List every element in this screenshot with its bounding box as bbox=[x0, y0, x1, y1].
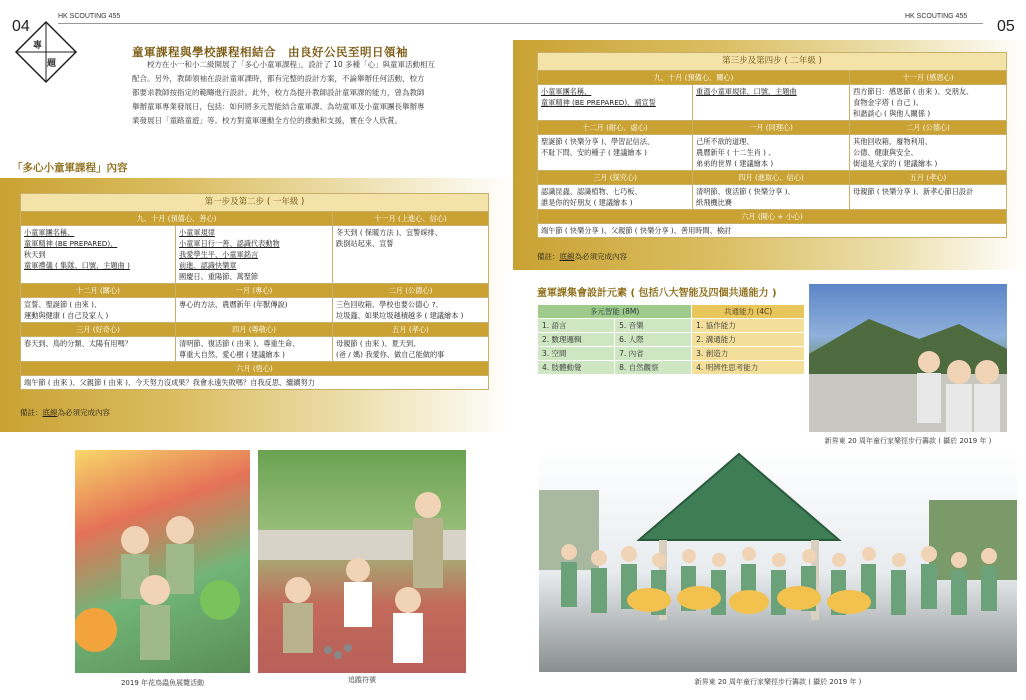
intel-cell: 8. 自然觀察 bbox=[615, 361, 692, 375]
header-rule bbox=[58, 23, 513, 24]
group-photo bbox=[539, 450, 1017, 672]
month-header: 四月 (尊敬心) bbox=[176, 323, 333, 337]
month-header: 九、十月 (預備心、關心) bbox=[538, 71, 850, 85]
table-cell: 母親節 ( 快樂分享 )、新孝心節日設計 bbox=[850, 185, 1007, 210]
month-header: 二月 (公德心) bbox=[333, 284, 489, 298]
remark-underline: 底線 bbox=[559, 252, 575, 261]
table-cell bbox=[538, 85, 693, 121]
table-caption: 第一步及第二步 ( 一年級 ) bbox=[21, 194, 489, 212]
grade2-table bbox=[537, 52, 1007, 238]
table-cell: 宣誓、聖誕節 ( 由來 )、 運動與健康 ( 自己及家人 ) bbox=[21, 298, 176, 323]
header-rule bbox=[513, 23, 983, 24]
article-body bbox=[132, 58, 492, 128]
table-cell: 清明節、復活節 ( 快樂分享 )、 紙飛機比賽 bbox=[693, 185, 850, 210]
table-caption: 第三步及第四步 ( 二年級 ) bbox=[538, 53, 1007, 71]
month-header: 五月 (孝心) bbox=[850, 171, 1007, 185]
photo-caption: 追蹤符號 bbox=[348, 676, 376, 684]
table-cell: 清明節、復活節 ( 由來 )、尊重生命、 尊重大自然、愛心樹 ( 建議繪本 ) bbox=[176, 337, 333, 362]
intel-cell: 7. 內省 bbox=[615, 347, 692, 361]
article-line: 都要求教師按指定的範疇進行設計。此外，校方為提升教師設計童軍課的能力，曾為教師 bbox=[132, 88, 425, 97]
page-number: 05 bbox=[997, 18, 1015, 35]
children-illustration bbox=[75, 450, 250, 673]
remark-suffix: 為必須完成內容 bbox=[574, 252, 627, 261]
month-header: 一月 (同理心) bbox=[693, 121, 850, 135]
remark-suffix: 為必須完成內容 bbox=[57, 408, 110, 417]
badge-char-1: 專 bbox=[33, 41, 43, 51]
cell-line: 跌倒站起來、宣誓 bbox=[336, 239, 394, 248]
cell-line: 重溫小童軍規律、口號、主題曲 bbox=[696, 87, 797, 96]
cell-line: 食物金字塔 ( 自己 )、 bbox=[853, 98, 923, 107]
cell-line: 童軍禮儀 ( 集隊、口號、主題曲 ) bbox=[24, 261, 130, 270]
month-header: 九、十月 (預備心、善心) bbox=[21, 212, 333, 226]
table-cell bbox=[333, 226, 489, 284]
table-cell: 己所不欲的道理、 農曆新年 ( 十二生肖 ) 、 弟弟的世界 ( 建議繪本 ) bbox=[693, 135, 850, 171]
month-header: 十二月 (關心) bbox=[21, 284, 176, 298]
intel-cell: 4. 明辨性思考能力 bbox=[692, 361, 805, 375]
intel-cell: 1. 協作能力 bbox=[692, 319, 805, 333]
section-title: 「多心小童軍課程」內容 bbox=[12, 162, 128, 174]
month-header: 四月 (進取心、信心) bbox=[693, 171, 850, 185]
cell-line: 童軍精神 (BE PREPARED)、 bbox=[24, 239, 118, 248]
month-header: 十一月 (上進心、信心) bbox=[333, 212, 489, 226]
intel-cell: 3. 創造力 bbox=[692, 347, 805, 361]
table-cell bbox=[850, 85, 1007, 121]
table-cell: 端午節 ( 快樂分享 )、父親節 ( 快樂分享 )、善用時間、檢討 bbox=[538, 224, 1007, 238]
article-title: 童軍課程與學校課程相結合 由良好公民至明日領袖 bbox=[132, 45, 408, 59]
month-header: 一月 (專心) bbox=[176, 284, 333, 298]
cell-line: 小童軍團名稱、 bbox=[541, 87, 592, 96]
remark bbox=[20, 407, 110, 418]
cell-line: 前進、認識快樂章 bbox=[179, 261, 237, 270]
article-line: 舉辦童軍專業發展日，包括：如何將多元智能結合童軍課、為幼童軍及小童軍團長舉辦專 bbox=[132, 102, 425, 111]
cell-line: 國慶日、重陽節、萬聖節 bbox=[179, 272, 259, 281]
cell-line: 秋天到 bbox=[24, 250, 46, 259]
intel-cell: 1. 語言 bbox=[538, 319, 615, 333]
article-line: 業發展日「童路童遊」等。校方對童軍運動全方位的推動和支援，實在令人欣賞。 bbox=[132, 116, 402, 125]
intel-cell: 4. 肢體動覺 bbox=[538, 361, 615, 375]
intel-cell: 3. 空間 bbox=[538, 347, 615, 361]
intel-cell: 2. 溝通能力 bbox=[692, 333, 805, 347]
badge-char-2: 題 bbox=[47, 59, 57, 69]
cell-line: 冬天到 ( 保暖方法 )、宜警綵排、 bbox=[336, 228, 442, 237]
table-cell bbox=[176, 226, 333, 284]
intel-header: 共通能力 (4C) bbox=[692, 305, 805, 319]
mountain-scene bbox=[809, 284, 1007, 432]
page-number: 04 bbox=[12, 18, 30, 35]
intel-title: 童軍課集會設計元素 ( 包括八大智能及四個共通能力 ) bbox=[537, 288, 777, 299]
intel-header: 多元智能 (8M) bbox=[538, 305, 692, 319]
flower-exhibition-photo bbox=[75, 450, 250, 673]
table-cell: 認識昆蟲、認識植物、七巧板、 誰是你的好朋友 ( 建議繪本 ) bbox=[538, 185, 693, 210]
cell-line: 小童軍規律 bbox=[179, 228, 215, 237]
article-line: 校方在小一和小二級開展了「多心小童軍課程」，設計了 10 多種「心」與童軍活動相互 bbox=[132, 60, 436, 69]
intel-cell: 5. 音樂 bbox=[615, 319, 692, 333]
table-cell: 專心的方法、農曆新年 (年獸傳說) bbox=[176, 298, 333, 323]
article-line: 配合。另外，教師領袖在設計童軍課時，都有完整的設計方案，不論舉辦任何活動，校方 bbox=[132, 74, 425, 83]
table-cell: 其他回收箱、廢物利用、 公德、健康與安全、 街道是大家的 ( 建議繪本 ) bbox=[850, 135, 1007, 171]
table-cell: 春天到、鳥的分類、太陽有用嗎？ bbox=[21, 337, 176, 362]
photo-caption: 新界東 20 周年童行家樂徑步行籌款 ( 攝於 2019 年 ) bbox=[694, 678, 862, 686]
photo-caption: 新界東 20 周年童行家樂徑步行籌款 ( 攝於 2019 年 ) bbox=[824, 437, 992, 445]
tracking-signs-photo bbox=[258, 450, 466, 673]
table-cell: 端午節 ( 由來 )、父親節 ( 由來 )、今天努力沒成果？我會永遠失敗嗎？自我反思、繼續努力 bbox=[21, 376, 489, 390]
cell-line: 小童軍日行一善、認識代表動物 bbox=[179, 239, 280, 248]
month-header: 二月 (公德心) bbox=[850, 121, 1007, 135]
right-page bbox=[513, 0, 1026, 700]
intelligences-table bbox=[537, 304, 805, 375]
scouts-illustration bbox=[258, 450, 466, 673]
table-cell bbox=[693, 85, 850, 121]
grade1-table bbox=[20, 193, 489, 390]
page-header: HK SCOUTING 455 bbox=[58, 13, 121, 20]
cell-line: 小童軍團名稱、 bbox=[24, 228, 75, 237]
remark-underline: 底線 bbox=[42, 408, 58, 417]
mountain-photo bbox=[809, 284, 1007, 432]
intel-cell: 6. 人際 bbox=[615, 333, 692, 347]
month-header: 六月 (開心 + 小心) bbox=[538, 210, 1007, 224]
remark bbox=[537, 251, 627, 262]
cell-line: 和諧談心 ( 與他人關係 ) bbox=[853, 109, 931, 118]
remark-prefix: 備註： bbox=[20, 408, 43, 417]
month-header: 三月 (探究心) bbox=[538, 171, 693, 185]
intel-cell: 2. 數理邏輯 bbox=[538, 333, 615, 347]
month-header: 三月 (好奇心) bbox=[21, 323, 176, 337]
photo-caption: 2019 年花鳥蟲魚展覽活動 bbox=[120, 679, 205, 687]
cell-line: 西方節日：感恩節 ( 由來 )、交朋友、 bbox=[853, 87, 974, 96]
topic-badge-icon bbox=[14, 20, 78, 84]
month-header: 六月 (恆心) bbox=[21, 362, 489, 376]
table-cell: 聖誕節 ( 快樂分享 )、學習記信法、 不耻下問、安的種子 ( 建議繪本 ) bbox=[538, 135, 693, 171]
cell-line: 我愛學生平、小童軍銘言 bbox=[179, 250, 259, 259]
page-header: HK SCOUTING 455 bbox=[905, 13, 968, 20]
table-cell bbox=[21, 226, 176, 284]
table-cell: 三色回收箱、學校也要公德心 ?、 垃圾蟲、如果垃圾越積越多 ( 建議繪本 ) bbox=[333, 298, 489, 323]
pavilion-group-scene bbox=[539, 450, 1017, 672]
month-header: 五月 (孝心) bbox=[333, 323, 489, 337]
month-header: 十二月 (耐心、虛心) bbox=[538, 121, 693, 135]
remark-prefix: 備註： bbox=[537, 252, 560, 261]
month-header: 十一月 (感恩心) bbox=[850, 71, 1007, 85]
cell-line: 童軍精神 (BE PREPARED)、補宣誓 bbox=[541, 98, 656, 107]
table-cell: 母親節 ( 由來 )、夏天到、 (爸 / 媽) 我愛你、做自己能做的事 bbox=[333, 337, 489, 362]
